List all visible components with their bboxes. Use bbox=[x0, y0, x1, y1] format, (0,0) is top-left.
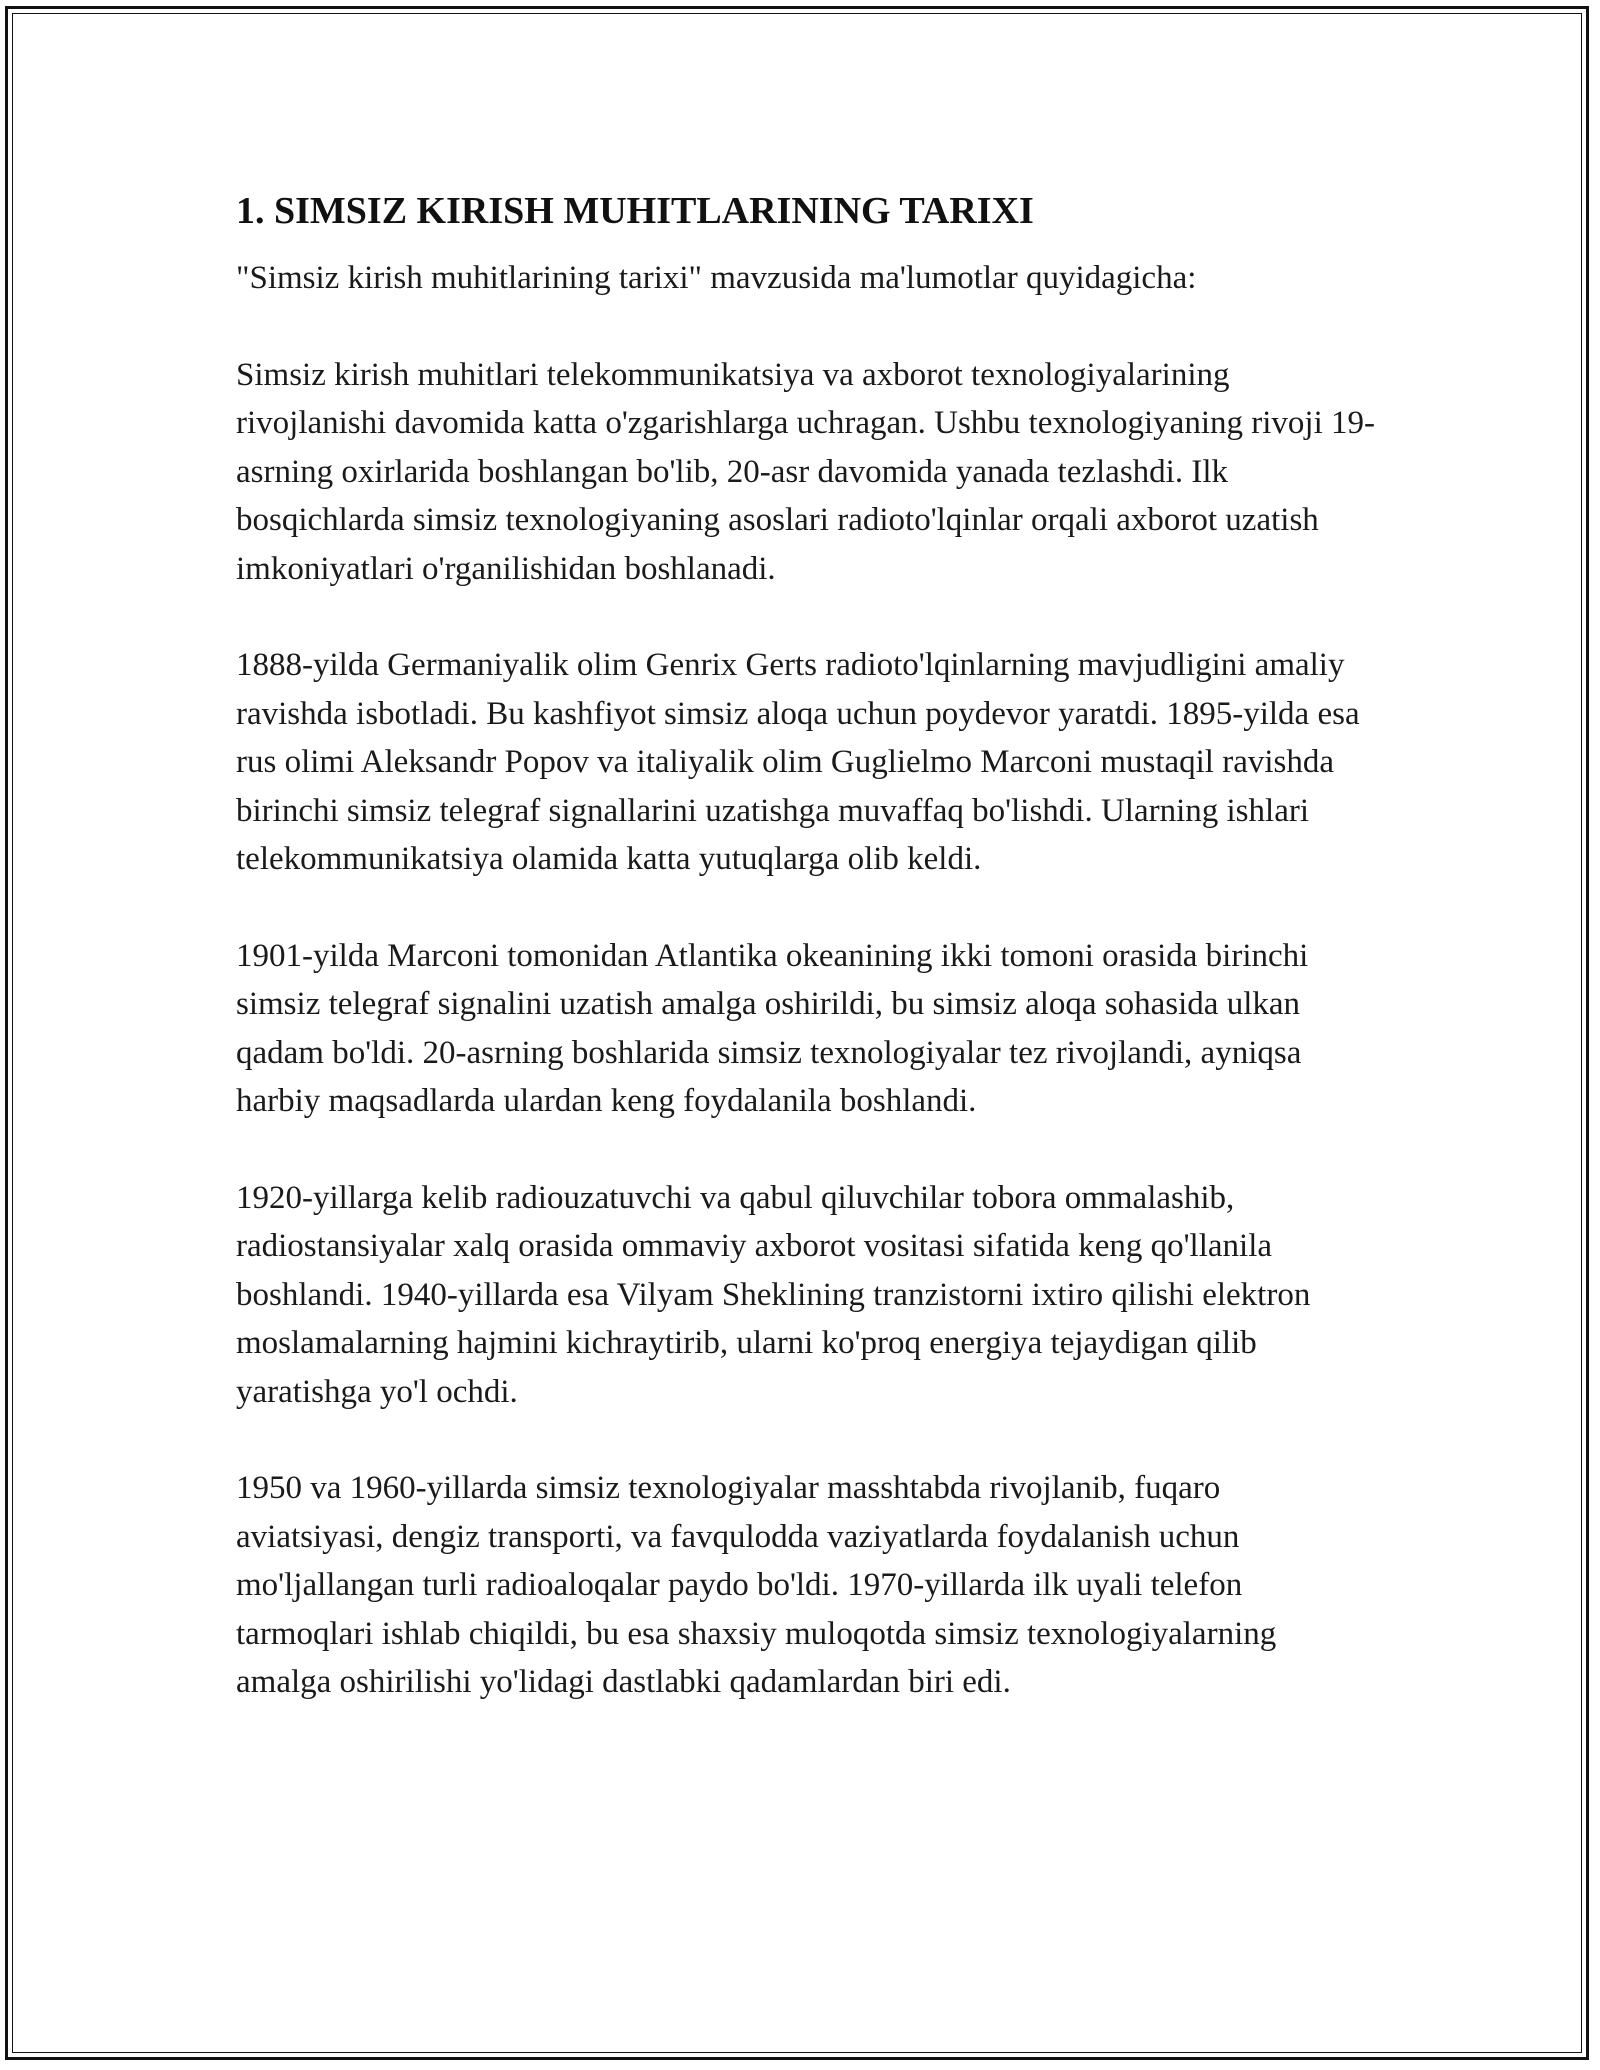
paragraph-4: 1920-yillarga kelib radiouzatuvchi va qabul qiluvchilar tobora ommalashib, radiostansiyalar xalq orasida ommaviy axborot vositasi sifatida keng qo'llanila boshlandi. 1940-yillarda esa Vilyam Sheklining tranzistorni ixtiro qilishi elektron moslamalarning hajmini kichraytirib, ularni ko'proq energiya tejaydigan qilib yaratishga yo'l ochdi. bbox=[236, 1179, 1311, 1410]
paragraph-5: 1950 va 1960-yillarda simsiz texnologiyalar masshtabda rivojlanib, fuqaro aviatsiyasi, dengiz transporti, va favqulodda vaziyatlarda foydalanish uchun mo'ljallangan turli radioaloqalar paydo bo'ldi. 1970-yillarda ilk uyali telefon tarmoqlari ishlab chiqildi, bu esa shaxsiy muloqotda simsiz texnologiyalarning amalga oshirilishi yo'lidagi dastlabki qadamlardan biri edi. bbox=[236, 1470, 1277, 1700]
document-body bbox=[236, 186, 1376, 1755]
intro-paragraph: "Simsiz kirish muhitlarining tarixi" mavzusida ma'lumotlar quyidagicha: bbox=[236, 260, 1197, 296]
page-title: 1. SIMSIZ KIRISH MUHITLARINING TARIXI bbox=[236, 190, 1034, 232]
paragraph-3: 1901-yilda Marconi tomonidan Atlantika okeanining ikki tomoni orasida birinchi simsiz telegraf signalini uzatish amalga oshirildi, bu simsiz aloqa sohasida ulkan qadam bo'ldi. 20-asrning boshlarida simsiz texnologiyalar tez rivojlandi, ayniqsa harbiy maqsadlarda ulardan keng foydalanila boshlandi. bbox=[236, 937, 1309, 1119]
paragraph-1: Simsiz kirish muhitlari telekommunikatsiya va axborot texnologiyalarining rivojlanishi davomida katta o'zgarishlarga uchragan. Ushbu texnologiyaning rivoji 19-asrning oxirlarida boshlangan bo'lib, 20-asr davomida yanada tezlashdi. Ilk bosqichlarda simsiz texnologiyaning asoslari radioto'lqinlar orqali axborot uzatish imkoniyatlari o'rganilishidan boshlanadi. bbox=[236, 356, 1375, 587]
paragraph-2: 1888-yilda Germaniyalik olim Genrix Gerts radioto'lqinlarning mavjudligini amaliy ravishda isbotladi. Bu kashfiyot simsiz aloqa uchun poydevor yaratdi. 1895-yilda esa rus olimi Aleksandr Popov va italiyalik olim Guglielmo Marconi mustaqil ravishda birinchi simsiz telegraf signallarini uzatishga muvaffaq bo'lishdi. Ularning ishlari telekommunikatsiya olamida katta yutuqlarga olib keldi. bbox=[236, 647, 1360, 877]
